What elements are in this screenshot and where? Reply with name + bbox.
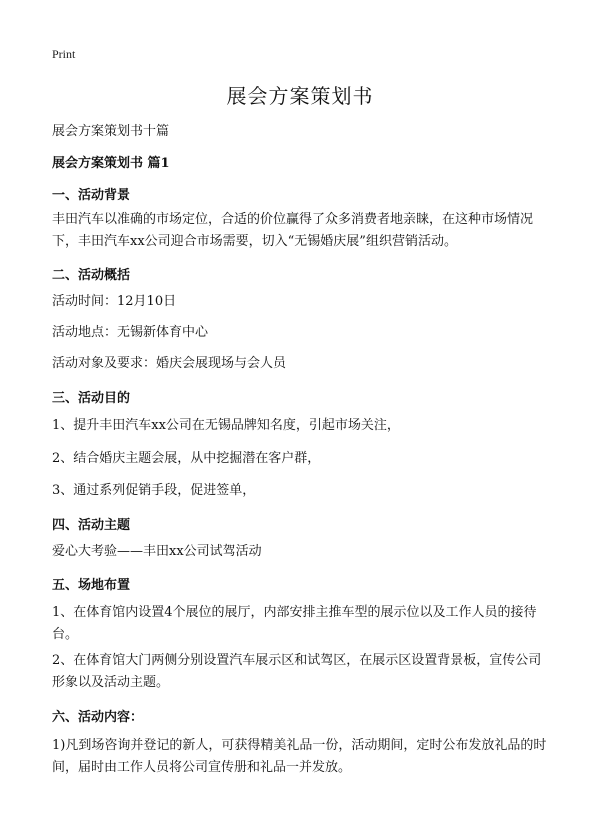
section-heading-content: 六、活动内容： bbox=[52, 710, 144, 725]
section-paragraph: 爱心大考验——丰田xx公司试驾活动 bbox=[52, 544, 262, 559]
print-link[interactable]: Print bbox=[52, 47, 76, 61]
section-heading-background: 一、活动背景 bbox=[52, 188, 131, 203]
section-heading-venue: 五、场地布置 bbox=[52, 578, 131, 593]
section-paragraph: 2、在体育馆大门两侧分别设置汽车展示区和试驾区，在展示区设置背景板，宣传公司形象以及活动主题。 bbox=[52, 653, 542, 690]
section-paragraph: 丰田汽车以准确的市场定位，合适的价位赢得了众多消费者地亲睐，在这种市场情况下，丰田汽车xx公司迎合市场需要，切入“无锡婚庆展”组织营销活动。 bbox=[52, 212, 534, 249]
section-paragraph: 1)凡到场咨询并登记的新人，可获得精美礼品一份，活动期间，定时公布发放礼品的时间，届时由工作人员将公司宣传册和礼品一并发放。 bbox=[52, 738, 547, 775]
section-paragraph: 1、提升丰田汽车xx公司在无锡品牌知名度，引起市场关注， bbox=[52, 418, 400, 433]
document-subtitle: 展会方案策划书十篇 bbox=[52, 124, 170, 139]
section-heading-goals: 三、活动目的 bbox=[52, 391, 131, 406]
section-paragraph: 活动对象及要求：婚庆会展现场与会人员 bbox=[52, 356, 287, 371]
section-paragraph: 2、结合婚庆主题会展，从中挖掘潜在客户群， bbox=[52, 451, 321, 466]
section-paragraph: 活动时间：12月10日 bbox=[52, 294, 177, 309]
section-paragraph: 3、通过系列促销手段，促进签单， bbox=[52, 483, 256, 498]
section-paragraph: 1、在体育馆内设置4个展位的展厅，内部安排主推车型的展示位以及工作人员的接待台。 bbox=[52, 605, 537, 642]
page-title: 展会方案策划书 bbox=[226, 84, 374, 108]
section-heading-theme: 四、活动主题 bbox=[52, 518, 131, 533]
section-heading-overview: 二、活动概括 bbox=[52, 268, 131, 283]
section-paragraph: 活动地点：无锡新体育中心 bbox=[52, 325, 209, 340]
article-title: 展会方案策划书 篇1 bbox=[52, 156, 170, 171]
